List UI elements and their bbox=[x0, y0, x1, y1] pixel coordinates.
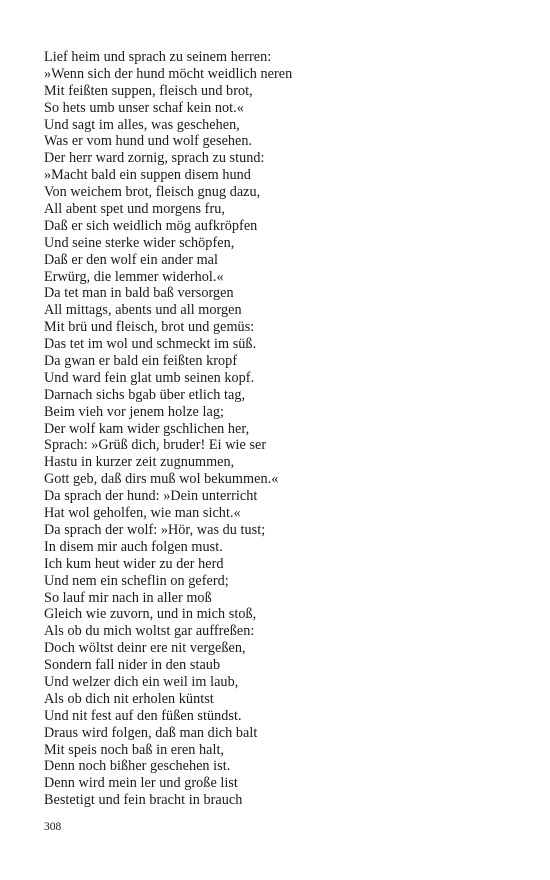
poem-line: Da tet man in bald baß versorgen bbox=[44, 285, 234, 302]
poem-line: Da sprach der wolf: »Hör, was du tust; bbox=[44, 521, 266, 538]
poem-line: Da gwan er bald ein feißten kropf bbox=[44, 353, 238, 370]
poem-line: So hets umb unser schaf kein not.« bbox=[44, 99, 244, 116]
poem-line: Mit speis noch baß in eren halt, bbox=[44, 741, 225, 758]
poem-line: Das tet im wol und schmeckt im süß. bbox=[44, 336, 257, 353]
poem-line: Erwürg, die lemmer widerhol.« bbox=[44, 268, 224, 285]
poem-line: Und nem ein scheflin on geferd; bbox=[44, 572, 229, 589]
poem-line: »Wenn sich der hund möcht weidlich neren bbox=[44, 65, 293, 82]
poem-line: Als ob du mich woltst gar auffreßen: bbox=[44, 623, 255, 640]
poem-line: Von weichem brot, fleisch gnug dazu, bbox=[44, 184, 261, 201]
poem-line: Doch wöltst deinr ere nit vergeßen, bbox=[44, 640, 246, 657]
poem-line: Und sagt im alles, was geschehen, bbox=[44, 116, 240, 133]
poem-line: Als ob dich nit erholen küntst bbox=[44, 690, 214, 707]
poem-line: Da sprach der hund: »Dein unterricht bbox=[44, 488, 258, 505]
poem-line: Daß er den wolf ein ander mal bbox=[44, 251, 218, 268]
poem-line: Lief heim und sprach zu seinem herren: bbox=[44, 49, 272, 65]
poem-line: Denn noch bißher geschehen ist. bbox=[44, 758, 231, 775]
poem-line: Und seine sterke wider schöpfen, bbox=[44, 234, 235, 251]
poem-line: Hastu in kurzer zeit zugnummen, bbox=[44, 454, 235, 471]
poem-line: All abent spet und morgens fru, bbox=[44, 201, 225, 218]
poem-line: »Macht bald ein suppen disem hund bbox=[44, 167, 251, 184]
poem-line: Beim vieh vor jenem holze lag; bbox=[44, 403, 224, 420]
poem-line: Der wolf kam wider gschlichen her, bbox=[44, 420, 250, 437]
poem-line: Gott geb, daß dirs muß wol bekummen.« bbox=[44, 471, 279, 488]
poem-line: Mit brü und fleisch, brot und gemüs: bbox=[44, 319, 255, 336]
poem-line: Daß er sich weidlich mög aufkröpfen bbox=[44, 217, 258, 234]
poem-line: Darnach sichs bgab über etlich tag, bbox=[44, 386, 246, 403]
poem-line: Bestetigt und fein bracht in brauch bbox=[44, 792, 243, 809]
poem-line: Was er vom hund und wolf gesehen. bbox=[44, 133, 253, 150]
poem-line: Und nit fest auf den füßen stündst. bbox=[44, 707, 242, 724]
poem-line: Und welzer dich ein weil im laub, bbox=[44, 673, 239, 690]
poem-line: Denn wird mein ler und große list bbox=[44, 775, 238, 792]
poem-line: Der herr ward zornig, sprach zu stund: bbox=[44, 150, 265, 167]
poem-line: So lauf mir nach in aller moß bbox=[44, 589, 212, 606]
poem-line: Gleich wie zuvorn, und in mich stoß, bbox=[44, 606, 257, 623]
poem-line: Sprach: »Grüß dich, bruder! Ei wie ser bbox=[44, 437, 267, 454]
poem-line: Sondern fall nider in den staub bbox=[44, 657, 221, 674]
poem-line: Draus wird folgen, daß man dich balt bbox=[44, 724, 258, 741]
poem-line: In disem mir auch folgen must. bbox=[44, 538, 223, 555]
poem-line: Mit feißten suppen, fleisch und brot, bbox=[44, 82, 253, 99]
poem-line: All mittags, abents und all morgen bbox=[44, 302, 242, 319]
poem-text bbox=[44, 49, 292, 809]
poem-line: Hat wol geholfen, wie man sicht.« bbox=[44, 505, 241, 522]
page-number: 308 bbox=[44, 821, 62, 833]
poem-line: Ich kum heut wider zu der herd bbox=[44, 555, 224, 572]
poem-line: Und ward fein glat umb seinen kopf. bbox=[44, 369, 255, 386]
